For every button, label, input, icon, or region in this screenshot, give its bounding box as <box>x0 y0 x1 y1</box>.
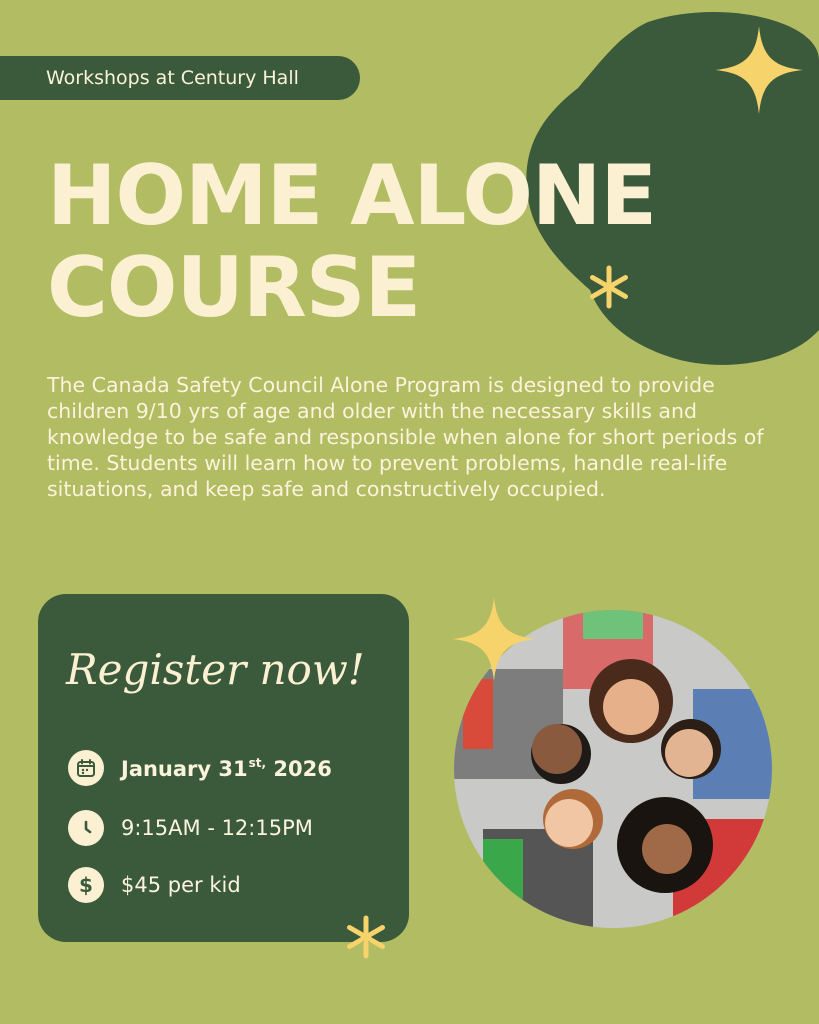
time-row <box>68 810 313 846</box>
calendar-icon <box>68 750 104 786</box>
dollar-icon: $ <box>68 867 104 903</box>
title-line-2: COURSE <box>47 239 421 336</box>
date-row <box>68 750 332 786</box>
price-row <box>68 867 241 903</box>
page-title <box>47 147 657 336</box>
clock-icon <box>68 810 104 846</box>
event-price: $45 per kid <box>121 873 241 897</box>
register-heading: Register now! <box>66 645 365 694</box>
asterisk-icon <box>343 914 389 960</box>
date-main: January 31 <box>121 756 248 781</box>
course-description: The Canada Safety Council Alone Program is designed to provide children 9/10 yrs of age and older with the necessary skills and knowledge to be safe and responsible when alone for short periods of time. Students will learn how to prevent problems, handle real-life situations, and keep safe and constructively occupied. <box>47 373 764 501</box>
title-line-1: HOME ALONE <box>47 147 657 244</box>
date-year: 2026 <box>273 756 332 781</box>
sparkle-star-icon <box>715 26 803 114</box>
event-date <box>121 756 332 781</box>
event-time: 9:15AM - 12:15PM <box>121 816 313 840</box>
date-suffix: st, <box>248 755 267 770</box>
sparkle-star-icon <box>452 597 536 681</box>
venue-badge: Workshops at Century Hall <box>0 56 360 100</box>
